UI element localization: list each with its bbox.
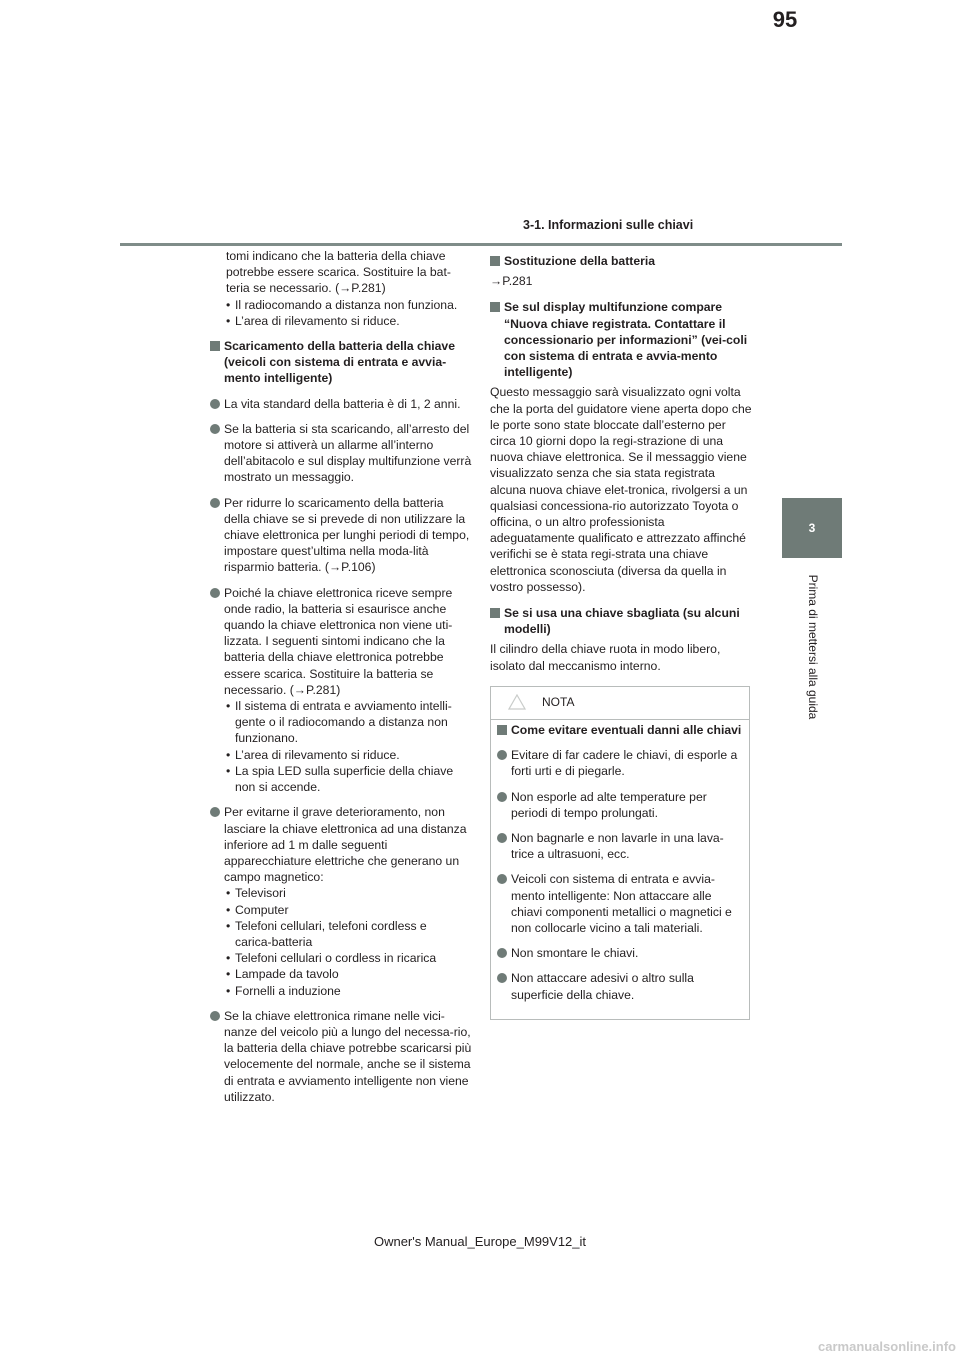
heading-text: Come evitare eventuali danni alle chiavi <box>511 723 742 737</box>
square-bullet-icon <box>490 302 500 312</box>
page-reference: →P.281 <box>490 274 533 289</box>
item-text: Non bagnarle e non lavarle in una lava-trice a ultrasuoni, ecc. <box>511 831 724 862</box>
list-item <box>210 495 472 576</box>
list-item <box>210 1008 472 1105</box>
list-item <box>497 945 742 961</box>
list-item <box>210 804 472 998</box>
circle-bullet-icon <box>210 588 220 598</box>
item-text: Se la chiave elettronica rimane nelle vici-nanze del veicolo più a lungo del necessa-rio, la batteria della chiave potrebbe scaricarsi più velocemente del normale, anche se il sistema di entrata e avviamento intelligente non viene utilizzato. <box>224 1008 472 1104</box>
circle-bullet-icon <box>210 807 220 817</box>
list-item <box>497 789 742 821</box>
notice-heading <box>497 722 742 738</box>
list-item: • Il radiocomando a distanza non funziona. <box>226 297 472 313</box>
item-text: Per evitarne il grave deterioramento, non lasciare la chiave elettronica ad una distanza inferiore ad 1 m dalle seguenti apparecchiature elettriche che generano un campo magnetico: <box>224 805 467 885</box>
heading-text: Se si usa una chiave sbagliata (su alcuni modelli) <box>504 606 740 637</box>
list-item <box>497 871 742 936</box>
heading-text: Scaricamento della batteria della chiave (veicoli con sistema di entrata e avvia-mento intelligente) <box>224 339 455 386</box>
section-heading <box>490 253 752 269</box>
circle-bullet-icon <box>210 399 220 409</box>
section-heading <box>210 338 472 387</box>
list-item <box>210 396 472 412</box>
warning-triangle-icon <box>508 694 526 710</box>
list-item: • L’area di rilevamento si riduce. <box>226 747 458 763</box>
list-item: • Telefoni cellulari o cordless in ricarica <box>226 950 458 966</box>
footer-manual-id: Owner's Manual_Europe_M99V12_it <box>373 1234 587 1249</box>
list-item: • Lampade da tavolo <box>226 966 458 982</box>
paragraph: Il cilindro della chiave ruota in modo libero, isolato dal meccanismo interno. <box>490 642 721 673</box>
item-text: Non smontare le chiavi. <box>511 946 639 961</box>
circle-bullet-icon <box>497 973 507 983</box>
notice-label: NOTA <box>542 695 575 709</box>
notice-body <box>497 722 742 1012</box>
circle-bullet-icon <box>210 424 220 434</box>
circle-bullet-icon <box>210 1011 220 1021</box>
item-text: Veicoli con sistema di entrata e avvia-mento intelligente: Non attaccare alle chiavi componenti metallici o magnetici e non collocarle vicino a tali materiali. <box>511 872 732 936</box>
right-column <box>490 253 752 683</box>
item-text: Poiché la chiave elettronica riceve sempre onde radio, la batteria si esaurisce anche quando la chiave elettronica non viene uti-lizzata. I seguenti sintomi indicano che la batteria della chiave elettronica potrebbe essere scarica. Sostituire la batteria se necessario. (→P.281) <box>224 585 453 697</box>
list-item: • Fornelli a induzione <box>226 983 458 999</box>
square-bullet-icon <box>490 256 500 266</box>
list-item: • Televisori <box>226 885 458 901</box>
list-item: • L’area di rilevamento si riduce. <box>226 313 472 329</box>
item-text: Non esporle ad alte temperature per periodi di tempo prolungati. <box>511 789 707 820</box>
section-heading <box>490 605 752 637</box>
page-number: 95 <box>772 7 798 32</box>
chapter-title-vertical: Prima di mettersi alla guida <box>806 574 820 720</box>
notice-box <box>490 686 750 1020</box>
heading-text: Sostituzione della batteria <box>504 254 656 268</box>
list-item: • Computer <box>226 902 458 918</box>
circle-bullet-icon <box>497 833 507 843</box>
section-heading <box>490 299 752 380</box>
chapter-tab: 3 <box>782 498 842 558</box>
square-bullet-icon <box>490 608 500 618</box>
circle-bullet-icon <box>497 874 507 884</box>
circle-bullet-icon <box>497 750 507 760</box>
circle-bullet-icon <box>497 792 507 802</box>
section-title: 3-1. Informazioni sulle chiavi <box>523 218 694 232</box>
notice-header <box>491 687 749 720</box>
sub-bullet-list <box>210 885 458 998</box>
square-bullet-icon <box>210 341 220 351</box>
list-item: • La spia LED sulla superficie della chiave non si accende. <box>226 763 458 795</box>
header-divider <box>120 243 842 246</box>
heading-text: Se sul display multifunzione compare “Nuova chiave registrata. Contattare il concessionario per informazioni” (vei-coli con sistema di entrata e avvia-mento intelligente) <box>504 300 748 380</box>
left-column <box>210 248 472 1114</box>
square-bullet-icon <box>497 725 507 735</box>
item-text: La vita standard della batteria è di 1, 2 anni. <box>224 396 461 411</box>
circle-bullet-icon <box>497 948 507 958</box>
list-item <box>497 830 742 862</box>
intro-text: tomi indicano che la batteria della chiave potrebbe essere scarica. Sostituire la bat-teria se necessario. (→P.281) <box>226 249 451 296</box>
item-text: Evitare di far cadere le chiavi, di esporle a forti urti e di piegarle. <box>511 748 738 779</box>
intro-block <box>210 248 472 329</box>
item-text: Per ridurre lo scaricamento della batteria della chiave se si prevede di non utilizzare la chiave elettronica per lunghi periodi di tempo, impostare quest’ultima nella moda-lità risparmio batteria. (→P.106) <box>224 495 470 575</box>
list-item <box>497 970 742 1002</box>
list-item <box>497 747 742 779</box>
watermark: carmanualsonline.info <box>818 1339 956 1354</box>
item-text: Non attaccare adesivi o altro sulla superficie della chiave. <box>511 971 694 1002</box>
list-item <box>210 421 472 486</box>
intro-bullet-list <box>210 297 472 329</box>
item-text: Se la batteria si sta scaricando, all’arresto del motore si attiverà un allarme all’interno dell’abitacolo e sul display multifunzione verrà mostrato un messaggio. <box>224 421 472 485</box>
list-item: • Il sistema di entrata e avviamento intelli-gente o il radiocomando a distanza non funzionano. <box>226 698 458 747</box>
circle-bullet-icon <box>210 498 220 508</box>
sub-bullet-list <box>210 698 458 795</box>
list-item: • Telefoni cellulari, telefoni cordless e carica-batteria <box>226 918 458 950</box>
list-item <box>210 585 472 796</box>
paragraph: Questo messaggio sarà visualizzato ogni volta che la porta del guidatore viene aperta dopo che le porte sono state bloccate dall’esterno per circa 10 giorni dopo la regi-strazione di una nuova chiave elettronica. Se il messaggio viene visualizzato senza che sia stata registrata alcuna nuova chiave elet-tronica, rivolgersi a un qualsiasi concessiona-rio autorizzato Toyota o officina, o un altro professionista adeguatamente qualificato e attrezzato affinché verifichi se è stata regi-strata una chiave elettronica sconosciuta (diversa da quella in vostro possesso). <box>490 385 752 594</box>
